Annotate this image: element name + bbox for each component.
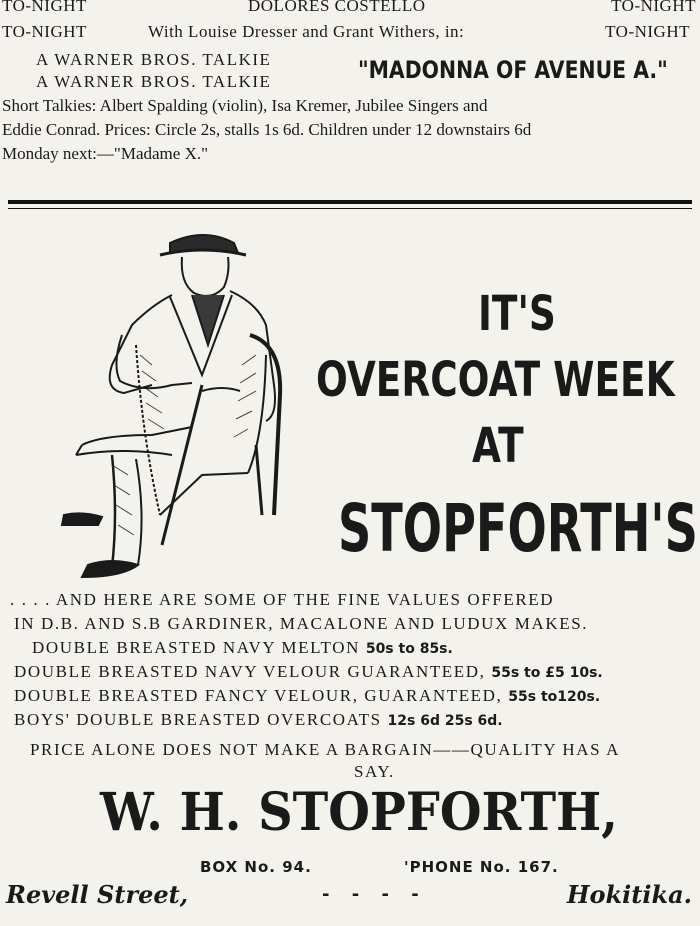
headline-overcoat-week: OVERCOAT WEEK bbox=[316, 352, 675, 408]
tonight-top-left: TO-NIGHT bbox=[2, 0, 87, 15]
item-4-price: 12s 6d 25s 6d. bbox=[387, 713, 503, 729]
phone-number: 'PHONE No. 167. bbox=[404, 858, 559, 876]
studio-line-1: A WARNER BROS. TALKIE bbox=[36, 50, 272, 69]
tonight-left: TO-NIGHT bbox=[2, 22, 87, 41]
slogan-line-1: PRICE ALONE DOES NOT MAKE A BARGAIN——QUALITY HAS A bbox=[30, 740, 621, 759]
shorts-line-1: Short Talkies: Albert Spalding (violin), Isa Kremer, Jubilee Singers and bbox=[2, 96, 488, 115]
star-name: DOLORES COSTELLO bbox=[248, 0, 426, 15]
item-2-text: DOUBLE BREASTED NAVY VELOUR GUARANTEED, bbox=[14, 662, 486, 681]
price-item-1 bbox=[32, 638, 453, 658]
tonight-right: TO-NIGHT bbox=[605, 22, 690, 41]
with-line: With Louise Dresser and Grant Withers, in: bbox=[148, 22, 465, 41]
item-3-price: 55s to120s. bbox=[508, 689, 601, 705]
next-feature: Monday next:—"Madame X." bbox=[2, 144, 209, 163]
studio-line-2: A WARNER BROS. TALKIE bbox=[36, 72, 272, 91]
headline-stopforths: STOPFORTH'S bbox=[338, 490, 698, 567]
address-dashes: - - - - bbox=[322, 884, 427, 905]
film-title: "MADONNA OF AVENUE A." bbox=[358, 56, 668, 84]
firm-name: W. H. STOPFORTH, bbox=[100, 782, 618, 843]
item-3-text: DOUBLE BREASTED FANCY VELOUR, GUARANTEED, bbox=[14, 686, 503, 705]
item-4-text: BOYS' DOUBLE BREASTED OVERCOATS bbox=[14, 710, 382, 729]
headline-at: AT bbox=[472, 418, 524, 474]
slogan-line-2: SAY. bbox=[354, 762, 395, 781]
tonight-top-right: TO-NIGHT bbox=[611, 0, 696, 15]
item-1-text: DOUBLE BREASTED NAVY MELTON bbox=[32, 638, 360, 657]
shorts-line-2: Eddie Conrad. Prices: Circle 2s, stalls 1s 6d. Children under 12 downstairs 6d bbox=[2, 120, 532, 139]
intro-line-2: IN D.B. AND S.B GARDINER, MACALONE AND LUDUX MAKES. bbox=[14, 614, 589, 633]
divider-rule-thick bbox=[8, 200, 692, 204]
item-1-price: 50s to 85s. bbox=[365, 641, 453, 657]
divider-rule-thin bbox=[8, 208, 692, 209]
street-address: Revell Street, bbox=[6, 880, 189, 909]
price-item-2 bbox=[14, 662, 603, 682]
price-item-4 bbox=[14, 710, 503, 730]
item-2-price: 55s to £5 10s. bbox=[491, 665, 603, 681]
box-number: BOX No. 94. bbox=[200, 858, 312, 876]
town-name: Hokitika. bbox=[566, 880, 692, 909]
price-item-3 bbox=[14, 686, 600, 706]
seated-man-overcoat-illustration bbox=[52, 215, 292, 590]
headline-its: IT'S bbox=[478, 286, 556, 342]
intro-line-1: . . . . AND HERE ARE SOME OF THE FINE VALUES OFFERED bbox=[10, 590, 555, 609]
